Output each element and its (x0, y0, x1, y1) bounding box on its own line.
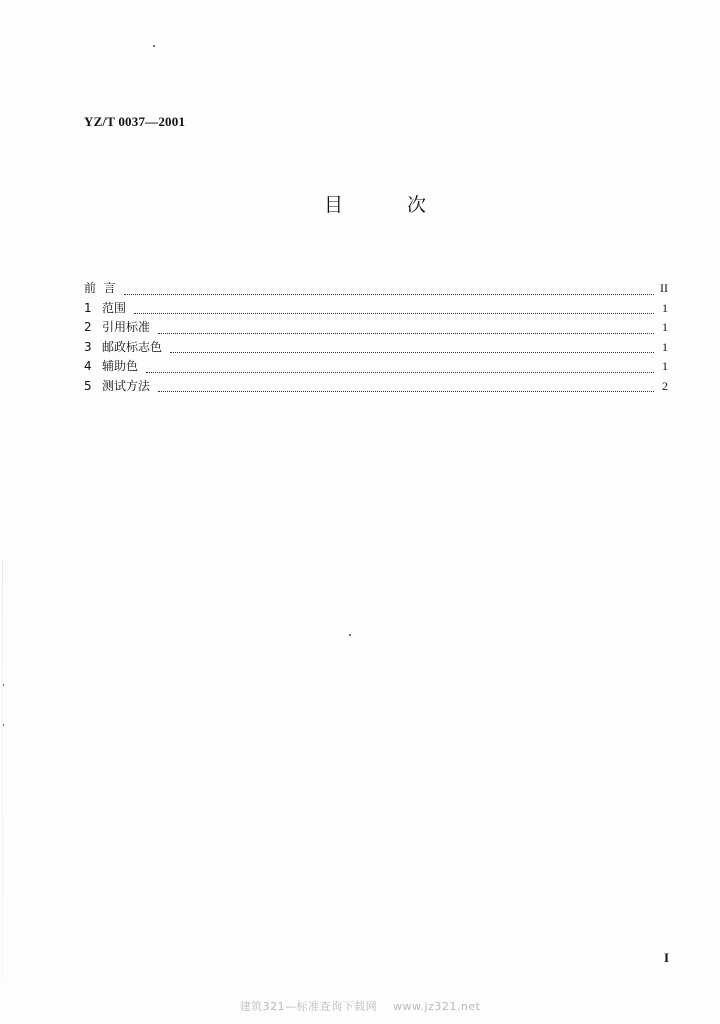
page-number: I (664, 950, 670, 965)
watermark-text: 建筑321—标准查询下载网 www.jz321.net (239, 1000, 481, 1013)
toc-leader-dots (146, 372, 654, 373)
toc-entry-label: 邮政标志色 (102, 339, 163, 354)
toc-entry-postal-colors[interactable] (84, 338, 668, 358)
toc-entry-page: 1 (662, 339, 668, 354)
toc-entry-label: 引用标准 (102, 320, 151, 334)
toc-entry-label: 范围 (102, 300, 127, 315)
toc-leader-dots (124, 294, 654, 295)
toc-title (300, 190, 450, 217)
toc-entry-number: 2 (84, 320, 92, 334)
toc-entry-number: 1 (84, 300, 92, 315)
toc-title-right: 次 (406, 194, 426, 216)
toc-entry-number: 4 (84, 359, 92, 373)
toc-entry-label: 辅助色 (102, 359, 139, 373)
toc-entry-scope[interactable] (84, 299, 668, 319)
toc-entry-number: 3 (84, 339, 92, 354)
toc-entry-normative-references[interactable] (84, 318, 668, 338)
toc-title-left: 目 (324, 194, 344, 216)
toc-entry-page: II (660, 281, 668, 295)
toc-entry-page: 1 (662, 300, 668, 315)
scan-speck (349, 634, 351, 636)
toc-leader-dots (158, 391, 654, 392)
toc-entry-label: 前 言 (84, 281, 116, 295)
toc-leader-dots (158, 333, 654, 334)
toc-entry-test-methods[interactable] (84, 377, 668, 397)
toc-entry-number: 5 (84, 378, 92, 393)
scan-edge (2, 560, 3, 980)
table-of-contents (84, 279, 668, 396)
toc-leader-dots (170, 352, 654, 353)
toc-leader-dots (134, 313, 654, 314)
toc-entry-page: 1 (662, 320, 668, 334)
toc-entry-label: 测试方法 (102, 378, 151, 393)
standard-code: YZ/T 0037—2001 (84, 114, 186, 129)
toc-entry-foreword[interactable] (84, 279, 668, 299)
toc-entry-auxiliary-colors[interactable] (84, 357, 668, 377)
toc-entry-page: 1 (662, 359, 668, 373)
toc-entry-page: 2 (662, 378, 668, 393)
scan-speck (153, 45, 155, 47)
